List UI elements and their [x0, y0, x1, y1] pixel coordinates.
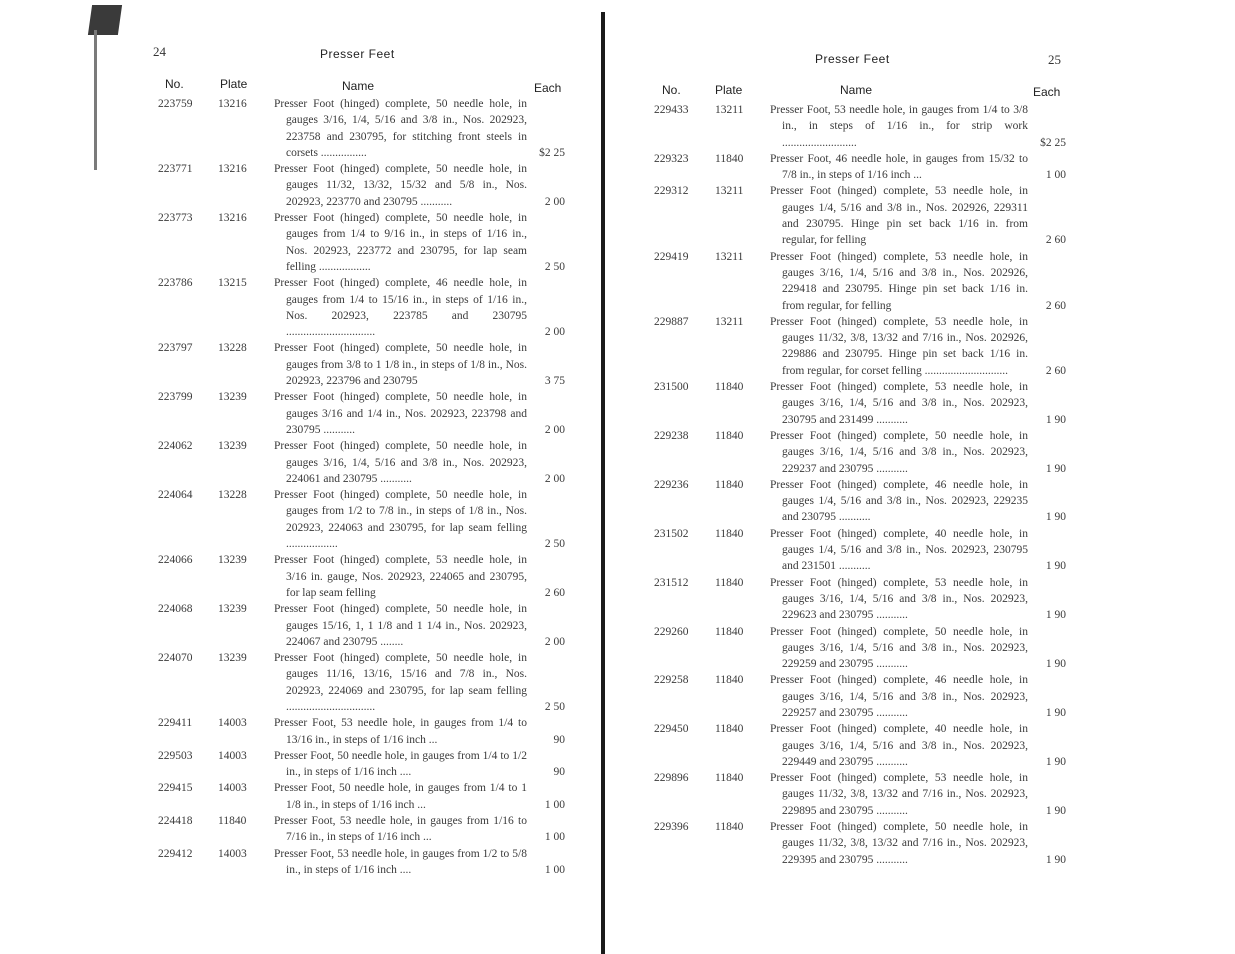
plate-number: 11840	[715, 821, 744, 834]
list-item	[158, 340, 565, 389]
part-description: Presser Foot (hinged) complete, 50 needle hole, in gauges 3/16, 1/4, 5/16 and 3/8 in., Nos. 202923, 223758 and 230795, for stitching front steels in corsets ................	[274, 98, 527, 159]
part-description: Presser Foot, 50 needle hole, in gauges from 1/4 to 1 1/8 in., in steps of 1/16 inch ...	[274, 782, 527, 811]
part-description: Presser Foot, 50 needle hole, in gauges from 1/4 to 1/2 in., in steps of 1/16 inch ....	[274, 749, 527, 779]
plate-number: 11840	[715, 576, 744, 589]
plate-number: 11840	[715, 152, 744, 165]
price: 1 90	[1045, 560, 1066, 573]
list-item	[158, 389, 565, 438]
part-number: 229396	[654, 821, 689, 834]
column-header-no: No.	[662, 83, 681, 97]
list-item	[158, 748, 565, 781]
part-number: 229415	[158, 782, 193, 795]
plate-number: 11840	[715, 478, 744, 491]
price: 1 90	[1045, 755, 1066, 768]
price: 1 90	[1045, 804, 1066, 817]
list-item	[158, 715, 565, 748]
plate-number: 13228	[218, 489, 247, 502]
part-number: 229896	[654, 772, 689, 785]
part-description: Presser Foot (hinged) complete, 50 needle hole, in gauges 3/16, 1/4, 5/16 and 3/8 in., Nos. 202923, 224061 and 230795 ...........	[274, 440, 527, 485]
list-item	[654, 249, 1066, 314]
part-number: 224070	[158, 652, 193, 665]
part-description: Presser Foot, 53 needle hole, in gauges from 1/4 to 3/8 in., in steps of 1/16 in., for strip work ..........................	[770, 104, 1028, 149]
list-item	[654, 183, 1066, 248]
page-number: 25	[1048, 52, 1061, 67]
list-item	[158, 601, 565, 650]
part-description: Presser Foot (hinged) complete, 53 needle hole, in gauges 3/16, 1/4, 5/16 and 3/8 in., Nos. 202923, 230795 and 231499 ...........	[770, 381, 1028, 426]
plate-number: 13228	[218, 342, 247, 355]
part-number: 224062	[158, 440, 193, 453]
column-header-each: Each	[1033, 85, 1061, 99]
part-description: Presser Foot (hinged) complete, 53 needle hole, in gauges 3/16, 1/4, 5/16 and 3/8 in., Nos. 202926, 229418 and 230795. Hinge pin set back 1/16 in. from regular, for felling	[770, 250, 1028, 312]
part-number: 223797	[158, 342, 193, 355]
price: 2 60	[1045, 364, 1066, 377]
part-description: Presser Foot (hinged) complete, 46 needle hole, in gauges from 1/4 to 15/16 in., in steps of 1/16 in., Nos. 202923, 223785 and 230795 ...............................	[274, 277, 527, 339]
part-number: 229450	[654, 723, 689, 736]
list-item	[654, 151, 1066, 184]
part-description: Presser Foot (hinged) complete, 50 needle hole, in gauges 3/16, 1/4, 5/16 and 3/8 in., Nos. 202923, 229237 and 230795 ...........	[770, 429, 1028, 475]
list-item	[654, 624, 1066, 673]
price: 1 90	[1045, 609, 1066, 622]
part-number: 229887	[654, 315, 689, 328]
page-number: 24	[153, 44, 166, 59]
part-number: 229433	[654, 104, 689, 116]
list-item	[158, 96, 565, 161]
part-number: 229260	[654, 625, 689, 638]
plate-number: 11840	[715, 625, 744, 638]
part-number: 229503	[158, 749, 193, 762]
plate-number: 13239	[218, 391, 247, 404]
part-number: 223773	[158, 212, 193, 225]
plate-number: 11840	[715, 772, 744, 785]
plate-number: 11840	[218, 815, 247, 828]
part-description: Presser Foot (hinged) complete, 53 needle hole, in gauges 11/32, 3/8, 13/32 and 7/16 in., Nos. 202923, 229895 and 230795 ...........	[770, 772, 1028, 817]
plate-number: 11840	[715, 674, 744, 687]
part-description: Presser Foot (hinged) complete, 50 needle hole, in gauges 11/32, 3/8, 13/32 and 7/16 in., Nos. 202923, 229395 and 230795 ...........	[770, 821, 1028, 866]
part-number: 229312	[654, 185, 689, 198]
plate-number: 14003	[218, 749, 247, 762]
part-description: Presser Foot (hinged) complete, 50 needle hole, in gauges 15/16, 1, 1 1/8 and 1 1/4 in., Nos. 202923, 224067 and 230795 ........	[274, 603, 527, 648]
book-gutter	[601, 12, 605, 954]
list-item	[158, 846, 565, 879]
part-number: 229236	[654, 478, 689, 491]
part-description: Presser Foot (hinged) complete, 50 needle hole, in gauges 11/16, 13/16, 15/16 and 7/8 in., Nos. 202923, 224069 and 230795, for lap seam felling ...............................	[274, 652, 527, 713]
part-description: Presser Foot (hinged) complete, 53 needle hole, in gauges 11/32, 3/8, 13/32 and 7/16 in., Nos. 202926, 229886 and 230795. Hinge pin set back 1/16 in. from regular, for corset felling .............................	[770, 315, 1028, 377]
plate-number: 14003	[218, 782, 247, 795]
plate-number: 13211	[715, 250, 744, 263]
part-description: Presser Foot (hinged) complete, 40 needle hole, in gauges 3/16, 1/4, 5/16 and 3/8 in., Nos. 202923, 229449 and 230795 ...........	[770, 723, 1028, 768]
price: 1 00	[544, 831, 565, 844]
plate-number: 13239	[218, 603, 247, 616]
list-item	[158, 780, 565, 813]
list-item	[158, 552, 565, 601]
part-number: 223759	[158, 98, 193, 110]
part-description: Presser Foot (hinged) complete, 50 needle hole, in gauges from 1/4 to 9/16 in., in steps of 1/16 in., Nos. 202923, 223772 and 230795, for lap seam felling ..................	[274, 212, 527, 273]
price: 2 50	[544, 538, 565, 551]
part-description: Presser Foot (hinged) complete, 50 needle hole, in gauges 3/16 and 1/4 in., Nos. 202923, 223798 and 230795 ...........	[274, 391, 527, 436]
price: 2 00	[544, 195, 565, 208]
part-description: Presser Foot (hinged) complete, 46 needle hole, in gauges 1/4, 5/16 and 3/8 in., Nos. 202923, 229235 and 230795 ...........	[770, 478, 1028, 524]
part-number: 229258	[654, 674, 689, 687]
plate-number: 13211	[715, 315, 744, 328]
price: $2 25	[539, 146, 565, 159]
part-number: 224066	[158, 554, 193, 567]
list-item	[158, 650, 565, 715]
price: 2 60	[1045, 299, 1066, 312]
price: 2 00	[544, 326, 565, 339]
list-item	[654, 526, 1066, 575]
scan-edge-line	[94, 30, 97, 170]
plate-number: 14003	[218, 847, 247, 860]
part-number: 229238	[654, 429, 689, 442]
plate-number: 13239	[218, 652, 247, 665]
plate-number: 13239	[218, 554, 247, 567]
part-number: 231502	[654, 527, 689, 540]
part-number: 224064	[158, 489, 193, 502]
part-description: Presser Foot (hinged) complete, 50 needle hole, in gauges from 3/8 to 1 1/8 in., in steps of 1/8 in., Nos. 202923, 223796 and 230795	[274, 342, 527, 388]
price: 2 60	[1045, 234, 1066, 247]
part-description: Presser Foot (hinged) complete, 50 needle hole, in gauges 3/16, 1/4, 5/16 and 3/8 in., Nos. 202923, 229259 and 230795 ...........	[770, 625, 1028, 671]
part-number: 223786	[158, 277, 193, 290]
plate-number: 13239	[218, 440, 247, 453]
part-description: Presser Foot (hinged) complete, 53 needle hole, in gauges 1/4, 5/16 and 3/8 in., Nos. 202926, 229311 and 230795. Hinge pin set back 1/16 in. from regular, for felling	[770, 185, 1028, 247]
list-item	[654, 672, 1066, 721]
column-header-plate: Plate	[220, 77, 248, 91]
list-item	[654, 379, 1066, 428]
part-number: 229323	[654, 152, 689, 165]
part-description: Presser Foot, 53 needle hole, in gauges from 1/2 to 5/8 in., in steps of 1/16 inch ....	[274, 847, 527, 876]
part-description: Presser Foot, 46 needle hole, in gauges from 15/32 to 7/8 in., in steps of 1/16 inch ...	[770, 152, 1028, 182]
part-number: 223799	[158, 391, 193, 404]
list-item	[158, 487, 565, 552]
price: 2 50	[544, 260, 565, 273]
plate-number: 13216	[218, 163, 247, 176]
price: 1 00	[1045, 169, 1066, 182]
list-item	[654, 314, 1066, 379]
part-description: Presser Foot (hinged) complete, 50 needle hole, in gauges from 1/2 to 7/8 in., in steps of 1/8 in., Nos. 202923, 224063 and 230795, for lap seam felling ..................	[274, 489, 527, 551]
list-item	[158, 438, 565, 487]
part-number: 224068	[158, 603, 193, 616]
page-title: Presser Feet	[320, 47, 395, 61]
part-number: 229411	[158, 717, 193, 730]
part-number: 231512	[654, 576, 689, 589]
price: 2 00	[544, 635, 565, 648]
left-page	[0, 0, 600, 954]
list-item	[158, 275, 565, 340]
price: $2 25	[1040, 136, 1066, 149]
column-header-plate: Plate	[715, 83, 743, 97]
part-number: 223771	[158, 163, 193, 176]
price: 1 90	[1045, 658, 1066, 671]
column-header-name: Name	[840, 83, 873, 97]
column-header-each: Each	[534, 81, 562, 95]
list-item	[654, 770, 1066, 819]
part-number: 231500	[654, 381, 689, 394]
page-title: Presser Feet	[815, 52, 890, 66]
plate-number: 11840	[715, 723, 744, 736]
price: 2 60	[544, 586, 565, 599]
plate-number: 13215	[218, 277, 247, 290]
parts-list	[158, 96, 565, 878]
plate-number: 11840	[715, 381, 744, 394]
list-item	[158, 210, 565, 275]
parts-list	[654, 102, 1066, 868]
part-number: 224418	[158, 815, 193, 828]
plate-number: 14003	[218, 717, 247, 730]
part-number: 229412	[158, 847, 193, 860]
part-description: Presser Foot (hinged) complete, 53 needle hole, in 3/16 in. gauge, Nos. 202923, 224065 and 230795, for lap seam felling	[274, 554, 527, 599]
plate-number: 13216	[218, 98, 247, 110]
part-description: Presser Foot (hinged) complete, 40 needle hole, in gauges 1/4, 5/16 and 3/8 in., Nos. 202923, 230795 and 231501 ...........	[770, 527, 1028, 573]
price: 90	[553, 733, 565, 746]
right-page	[609, 0, 1235, 954]
price: 1 90	[1045, 413, 1066, 426]
part-description: Presser Foot (hinged) complete, 46 needle hole, in gauges 3/16, 1/4, 5/16 and 3/8 in., Nos. 202923, 229257 and 230795 ...........	[770, 674, 1028, 719]
plate-number: 13216	[218, 212, 247, 225]
part-description: Presser Foot (hinged) complete, 50 needle hole, in gauges 11/32, 13/32, 15/32 and 5/8 in., Nos. 202923, 223770 and 230795 ...........	[274, 163, 527, 208]
column-header-name: Name	[342, 79, 375, 93]
plate-number: 13211	[715, 104, 744, 116]
plate-number: 11840	[715, 429, 744, 442]
price: 2 00	[544, 472, 565, 485]
price: 1 90	[1045, 462, 1066, 475]
plate-number: 13211	[715, 185, 744, 198]
part-description: Presser Foot (hinged) complete, 53 needle hole, in gauges 3/16, 1/4, 5/16 and 3/8 in., Nos. 202923, 229623 and 230795 ...........	[770, 576, 1028, 622]
list-item	[654, 428, 1066, 477]
price: 1 90	[1045, 511, 1066, 524]
price: 90	[553, 766, 565, 779]
price: 3 75	[544, 375, 565, 388]
price: 2 00	[544, 423, 565, 436]
price: 2 50	[544, 700, 565, 713]
part-number: 229419	[654, 250, 689, 263]
price: 1 00	[544, 798, 565, 811]
part-description: Presser Foot, 53 needle hole, in gauges from 1/4 to 13/16 in., in steps of 1/16 inch ...	[274, 717, 527, 746]
column-header-no: No.	[165, 77, 184, 91]
list-item	[654, 477, 1066, 526]
price: 1 00	[544, 863, 565, 876]
plate-number: 11840	[715, 527, 744, 540]
price: 1 90	[1045, 853, 1066, 866]
part-description: Presser Foot, 53 needle hole, in gauges from 1/16 to 7/16 in., in steps of 1/16 inch ...	[274, 815, 527, 844]
list-item	[654, 102, 1066, 151]
price: 1 90	[1045, 706, 1066, 719]
list-item	[654, 721, 1066, 770]
list-item	[158, 161, 565, 210]
list-item	[654, 575, 1066, 624]
list-item	[158, 813, 565, 846]
list-item	[654, 819, 1066, 868]
